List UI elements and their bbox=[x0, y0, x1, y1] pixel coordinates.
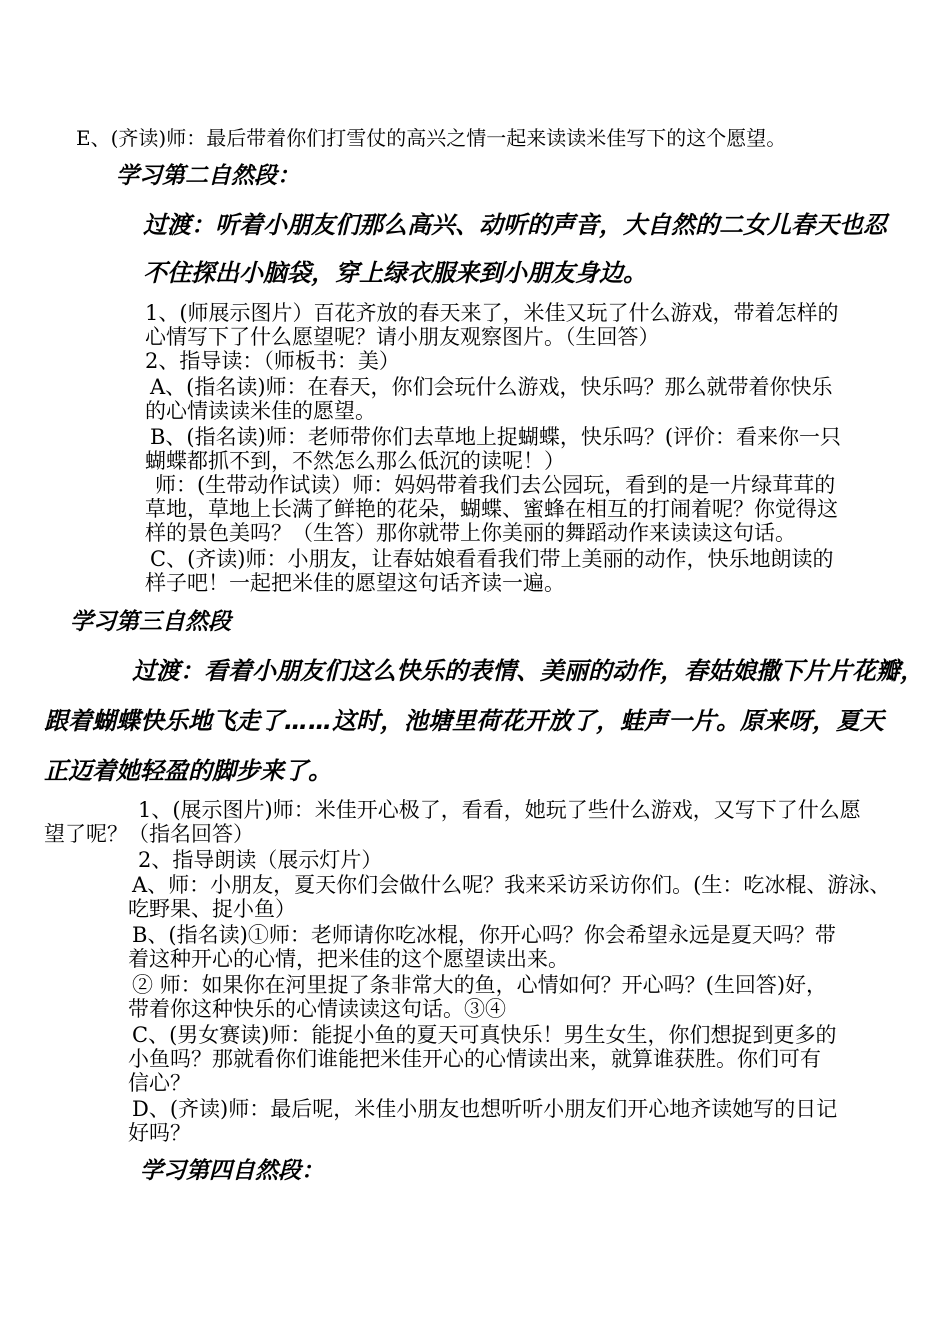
paragraph-line: 心情写下了什么愿望呢？请小朋友观察图片。（生回答） bbox=[145, 325, 660, 349]
transition-paragraph-line: 不住探出小脑袋，穿上绿衣服来到小朋友身边。 bbox=[143, 259, 647, 287]
paragraph-line: B、(指名读)①师：老师请你吃冰棍，你开心吗？你会希望永远是夏天吗？带 bbox=[132, 923, 836, 947]
paragraph-line: A、(指名读)师：在春天，你们会玩什么游戏，快乐吗？那么就带着你快乐 bbox=[150, 375, 833, 399]
transition-paragraph-line: 过渡：看着小朋友们这么快乐的表情、美丽的动作，春姑娘撒下片片花瓣， bbox=[132, 657, 924, 685]
paragraph-line: 蝴蝶都抓不到，不然怎么那么低沉的读呢！） bbox=[145, 449, 565, 473]
section-heading-2: 学习第二自然段： bbox=[116, 163, 300, 189]
transition-paragraph-line: 正迈着她轻盈的脚步来了。 bbox=[44, 757, 332, 785]
paragraph-line: A、师：小朋友，夏天你们会做什么呢？我来采访采访你们。(生：吃冰棍、游泳、 bbox=[132, 873, 891, 897]
paragraph-line: C、(男女赛读)师：能捉小鱼的夏天可真快乐！男生女生，你们想捉到更多的 bbox=[132, 1023, 837, 1047]
paragraph-line: 草地，草地上长满了鲜艳的花朵，蝴蝶、蜜蜂在相互的打闹着呢？你觉得这 bbox=[145, 497, 838, 521]
paragraph-line: 的心情读读米佳的愿望。 bbox=[145, 399, 376, 423]
paragraph-line: 小鱼吗？那就看你们谁能把米佳开心的心情读出来，就算谁获胜。你们可有 bbox=[128, 1047, 821, 1071]
paragraph-line: 吃野果、捉小鱼） bbox=[128, 897, 296, 921]
paragraph-line: 望了呢？（指名回答） bbox=[44, 822, 254, 846]
paragraph-line: D、(齐读)师：最后呢，米佳小朋友也想听听小朋友们开心地齐读她写的日记 bbox=[132, 1097, 838, 1121]
paragraph-line: 信心？ bbox=[128, 1071, 191, 1095]
paragraph-line: ② 师：如果你在河里捉了条非常大的鱼，心情如何？开心吗？(生回答)好， bbox=[132, 973, 828, 997]
transition-paragraph-line: 跟着蝴蝶快乐地飞走了……这时，池塘里荷花开放了，蛙声一片。原来呀，夏天 bbox=[44, 707, 884, 735]
paragraph-line: 带着你这种快乐的心情读读这句话。③④ bbox=[128, 997, 506, 1021]
paragraph-line: 好吗？ bbox=[128, 1121, 191, 1145]
paragraph-line: 样的景色美吗？（生答）那你就带上你美丽的舞蹈动作来读读这句话。 bbox=[145, 521, 796, 545]
paragraph-line: 2、指导朗读（展示灯片） bbox=[138, 848, 383, 872]
paragraph-line: 1、(师展示图片）百花齐放的春天来了，米佳又玩了什么游戏，带着怎样的 bbox=[145, 301, 839, 325]
paragraph-line: 师：(生带动作试读）师：妈妈带着我们去公园玩，看到的是一片绿茸茸的 bbox=[155, 473, 836, 497]
paragraph-line: 2、指导读：（师板书：美） bbox=[145, 349, 400, 373]
paragraph-line: 着这种开心的心情，把米佳的这个愿望读出来。 bbox=[128, 947, 569, 971]
section-heading-4: 学习第四自然段： bbox=[140, 1158, 324, 1184]
paragraph-line: C、(齐读)师：小朋友，让春姑娘看看我们带上美丽的动作，快乐地朗读的 bbox=[150, 547, 834, 571]
paragraph-line: 样子吧！一起把米佳的愿望这句话齐读一遍。 bbox=[145, 571, 565, 595]
paragraph-line: 1、(展示图片)师：米佳开心极了，看看，她玩了些什么游戏，又写下了什么愿 bbox=[138, 798, 861, 822]
section-heading-3: 学习第三自然段 bbox=[70, 609, 231, 635]
paragraph-line: B、(指名读)师：老师带你们去草地上捉蝴蝶，快乐吗？(评价：看来你一只 bbox=[150, 425, 842, 449]
transition-paragraph-line: 过渡：听着小朋友们那么高兴、动听的声音，大自然的二女儿春天也忍 bbox=[143, 211, 887, 239]
paragraph-line: E、(齐读)师：最后带着你们打雪仗的高兴之情一起来读读米佳写下的这个愿望。 bbox=[76, 126, 787, 150]
